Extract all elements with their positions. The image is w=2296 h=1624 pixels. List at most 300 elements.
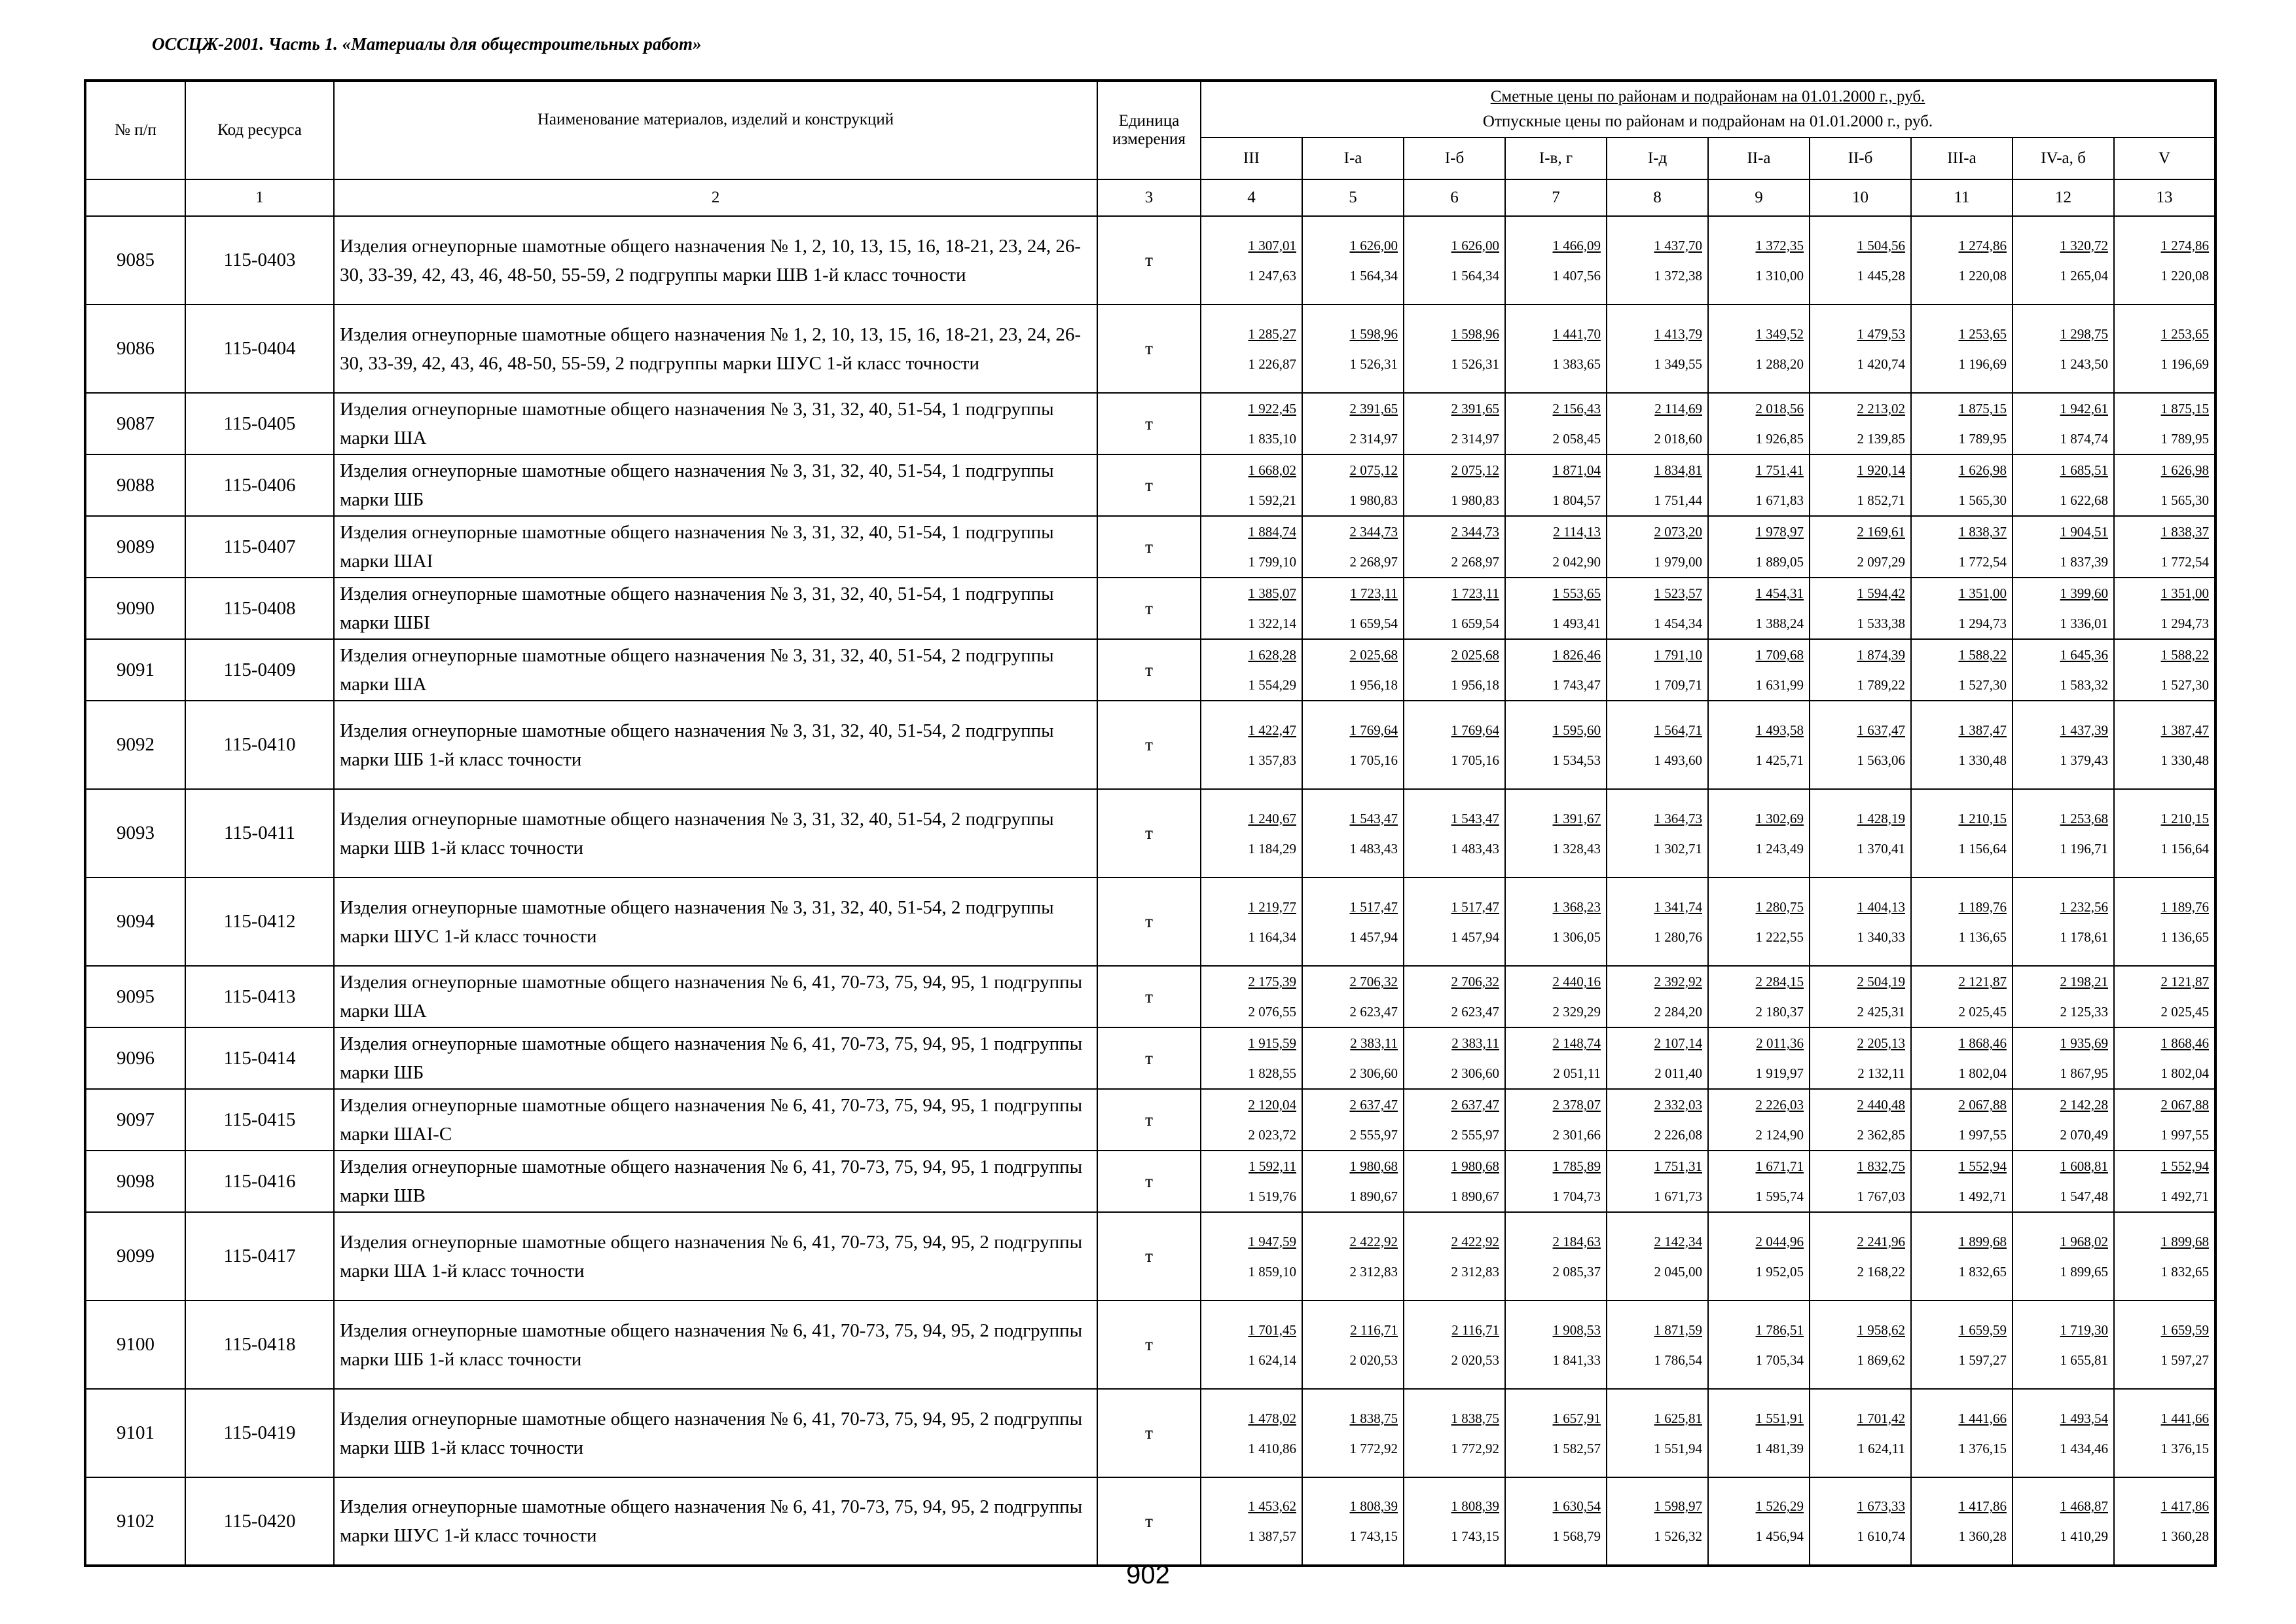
- price-cell: [1404, 1212, 1505, 1301]
- unit-of-measure: т: [1097, 393, 1201, 454]
- release-price: 2 076,55: [1248, 1004, 1296, 1020]
- release-price: 1 243,49: [1755, 840, 1804, 857]
- estimate-price: 1 808,39: [1349, 1498, 1398, 1514]
- estimate-price: 1 875,15: [1958, 401, 2007, 416]
- release-price: 1 425,71: [1755, 752, 1804, 768]
- estimate-price: 1 466,09: [1552, 237, 1601, 253]
- price-cell: [1810, 393, 1911, 454]
- material-name: Изделия огнеупорные шамотные общего назначения № 6, 41, 70-73, 75, 94, 95, 1 подгруппы марки ШАI-С: [334, 1089, 1097, 1151]
- release-price: 1 178,61: [2060, 929, 2108, 945]
- release-price: 1 492,71: [2160, 1189, 2210, 1204]
- price-cell: [1302, 877, 1404, 966]
- region-header: I-в, г: [1505, 138, 1607, 179]
- estimate-price: 1 786,51: [1755, 1321, 1804, 1338]
- estimate-price: 1 709,68: [1755, 647, 1804, 663]
- row-number: 9090: [85, 578, 185, 639]
- release-price: 2 623,47: [1349, 1004, 1398, 1020]
- estimate-price: 1 517,47: [1349, 898, 1398, 915]
- price-cell: [1607, 1389, 1708, 1477]
- release-price: 2 025,45: [2160, 1004, 2210, 1020]
- release-price: 1 804,57: [1552, 492, 1601, 508]
- resource-code: 115-0406: [185, 454, 334, 516]
- row-number: 9086: [85, 304, 185, 393]
- material-name: Изделия огнеупорные шамотные общего назначения № 6, 41, 70-73, 75, 94, 95, 2 подгруппы марки ШУС 1-й класс точности: [334, 1477, 1097, 1566]
- estimate-price: 1 588,22: [2160, 647, 2210, 663]
- release-price: 1 328,43: [1552, 840, 1601, 857]
- estimate-price: 2 142,28: [2060, 1097, 2108, 1113]
- release-price: 1 407,56: [1552, 267, 1601, 284]
- estimate-price: 1 588,22: [1958, 647, 2007, 663]
- release-price: 1 349,55: [1654, 356, 1702, 372]
- release-price: 2 125,33: [2060, 1004, 2108, 1020]
- price-cell: [2114, 966, 2215, 1027]
- col-header-code: Код ресурса: [185, 81, 334, 179]
- estimate-price: 1 668,02: [1248, 462, 1296, 478]
- unit-of-measure: т: [1097, 216, 1201, 304]
- release-price: 1 997,55: [1958, 1127, 2007, 1143]
- material-name: Изделия огнеупорные шамотные общего назначения № 3, 31, 32, 40, 51-54, 1 подгруппы марки ШБ: [334, 454, 1097, 516]
- price-cell: [1302, 701, 1404, 789]
- release-price: 2 180,37: [1755, 1004, 1804, 1020]
- price-cell: [1708, 1089, 1810, 1151]
- release-price: 1 837,39: [2060, 554, 2108, 570]
- estimate-price: 1 302,69: [1755, 810, 1804, 826]
- estimate-price: 2 205,13: [1857, 1035, 1905, 1051]
- price-cell: [1201, 877, 1302, 966]
- estimate-price: 1 871,04: [1552, 462, 1601, 478]
- price-cell: [1810, 1027, 1911, 1089]
- estimate-price: 1 659,59: [1958, 1321, 2007, 1338]
- unit-of-measure: т: [1097, 1027, 1201, 1089]
- estimate-price: 1 564,71: [1654, 722, 1702, 738]
- release-price: 1 980,83: [1349, 492, 1398, 508]
- release-price: 1 597,27: [2160, 1352, 2210, 1368]
- page-number: 902: [1126, 1560, 1170, 1589]
- estimate-price: 1 592,11: [1248, 1158, 1296, 1174]
- release-price: 2 018,60: [1654, 431, 1702, 447]
- estimate-price: 2 637,47: [1451, 1097, 1499, 1113]
- release-price: 1 372,38: [1654, 267, 1702, 284]
- estimate-price: 1 404,13: [1857, 898, 1905, 915]
- estimate-price: 1 626,98: [2160, 462, 2210, 478]
- estimate-price: 1 351,00: [2160, 585, 2210, 601]
- region-header: I-д: [1607, 138, 1708, 179]
- price-cell: [1607, 789, 1708, 877]
- price-cell: [1810, 877, 1911, 966]
- estimate-price: 1 935,69: [2060, 1035, 2108, 1051]
- release-price: 1 310,00: [1755, 267, 1804, 284]
- column-number: 13: [2114, 179, 2215, 216]
- release-price: 2 306,60: [1451, 1065, 1499, 1081]
- estimate-price: 1 232,56: [2060, 898, 2108, 915]
- price-cell: [1201, 578, 1302, 639]
- resource-code: 115-0416: [185, 1151, 334, 1212]
- estimate-price: 1 280,75: [1755, 898, 1804, 915]
- price-cell: [1302, 1027, 1404, 1089]
- unit-of-measure: т: [1097, 877, 1201, 966]
- release-price: 2 268,97: [1349, 554, 1398, 570]
- price-cell: [1505, 1301, 1607, 1389]
- price-cell: [2114, 304, 2215, 393]
- price-table: [84, 79, 2217, 1567]
- estimate-price: 2 440,16: [1552, 974, 1601, 989]
- price-cell: [1911, 216, 2013, 304]
- release-price: 1 828,55: [1248, 1065, 1296, 1081]
- price-cell: [1911, 966, 2013, 1027]
- release-price: 1 835,10: [1248, 431, 1296, 447]
- price-cell: [1708, 216, 1810, 304]
- price-cell: [1607, 1477, 1708, 1566]
- estimate-price: 1 598,97: [1654, 1498, 1702, 1514]
- price-cell: [2013, 393, 2114, 454]
- estimate-price: 1 659,59: [2160, 1321, 2210, 1338]
- estimate-price: 1 920,14: [1857, 462, 1905, 478]
- estimate-price: 2 344,73: [1451, 524, 1499, 540]
- release-price: 2 362,85: [1857, 1127, 1905, 1143]
- release-price: 1 979,00: [1654, 554, 1702, 570]
- price-cell: [1911, 1212, 2013, 1301]
- column-number: 10: [1810, 179, 1911, 216]
- row-number: 9100: [85, 1301, 185, 1389]
- price-cell: [1911, 393, 2013, 454]
- price-cell: [1708, 1212, 1810, 1301]
- release-price: 2 045,00: [1654, 1263, 1702, 1280]
- estimate-price: 1 915,59: [1248, 1035, 1296, 1051]
- release-price: 1 956,18: [1349, 677, 1398, 693]
- table-row: [85, 877, 2215, 966]
- column-number: 7: [1505, 179, 1607, 216]
- estimate-price: 1 387,47: [1958, 722, 2007, 738]
- release-price: 2 314,97: [1349, 431, 1398, 447]
- release-price: 2 284,20: [1654, 1004, 1702, 1020]
- price-cell: [2114, 216, 2215, 304]
- price-cell: [1607, 1212, 1708, 1301]
- release-price: 1 624,11: [1857, 1440, 1905, 1456]
- price-cell: [1708, 1477, 1810, 1566]
- estimate-price: 1 838,75: [1349, 1410, 1398, 1426]
- estimate-price: 1 493,54: [2060, 1410, 2108, 1426]
- resource-code: 115-0412: [185, 877, 334, 966]
- price-cell: [2013, 639, 2114, 701]
- release-price: 2 011,40: [1654, 1065, 1702, 1081]
- release-price: 1 483,43: [1451, 840, 1499, 857]
- price-cell: [1708, 639, 1810, 701]
- price-cell: [1911, 1389, 2013, 1477]
- release-price: 1 841,33: [1552, 1352, 1601, 1368]
- unit-of-measure: т: [1097, 304, 1201, 393]
- region-header: IV-а, б: [2013, 138, 2114, 179]
- table-row: [85, 701, 2215, 789]
- price-cell: [2114, 1151, 2215, 1212]
- release-price: 1 592,21: [1248, 492, 1296, 508]
- estimate-price: 2 706,32: [1349, 974, 1398, 989]
- price-cell: [1201, 1027, 1302, 1089]
- column-number: 9: [1708, 179, 1810, 216]
- price-cell: [1505, 578, 1607, 639]
- estimate-price: 1 657,91: [1552, 1410, 1601, 1426]
- estimate-price: 1 441,70: [1552, 325, 1601, 342]
- price-cell: [1708, 701, 1810, 789]
- price-cell: [2013, 1477, 2114, 1566]
- price-cell: [1708, 1027, 1810, 1089]
- release-price: 1 534,53: [1552, 752, 1601, 768]
- estimate-price: 2 241,96: [1857, 1233, 1905, 1249]
- row-number: 9093: [85, 789, 185, 877]
- release-price: 1 869,62: [1857, 1352, 1905, 1368]
- material-name: Изделия огнеупорные шамотные общего назначения № 6, 41, 70-73, 75, 94, 95, 2 подгруппы марки ШВ 1-й класс точности: [334, 1389, 1097, 1477]
- column-number: 2: [334, 179, 1097, 216]
- price-cell: [2114, 393, 2215, 454]
- release-price: 1 772,92: [1349, 1440, 1398, 1456]
- price-cell: [1302, 454, 1404, 516]
- price-cell: [1201, 701, 1302, 789]
- release-price: 1 330,48: [2160, 752, 2210, 768]
- resource-code: 115-0417: [185, 1212, 334, 1301]
- price-cell: [1404, 454, 1505, 516]
- estimate-price: 1 219,77: [1248, 898, 1296, 915]
- price-cell: [1607, 1151, 1708, 1212]
- resource-code: 115-0419: [185, 1389, 334, 1477]
- price-cell: [2013, 1301, 2114, 1389]
- estimate-price: 1 413,79: [1654, 325, 1702, 342]
- price-cell: [1911, 1301, 2013, 1389]
- estimate-price: 2 175,39: [1248, 974, 1296, 989]
- price-cell: [1505, 304, 1607, 393]
- price-cell: [1404, 1027, 1505, 1089]
- price-cell: [1302, 1089, 1404, 1151]
- release-price: 1 220,08: [1958, 267, 2007, 284]
- release-price: 1 410,86: [1248, 1440, 1296, 1456]
- price-cell: [1708, 578, 1810, 639]
- row-number: 9091: [85, 639, 185, 701]
- estimate-price: 1 504,56: [1857, 237, 1905, 253]
- price-cell: [2114, 1212, 2215, 1301]
- estimate-price: 2 422,92: [1349, 1233, 1398, 1249]
- estimate-price: 2 075,12: [1451, 462, 1499, 478]
- table-row: [85, 454, 2215, 516]
- price-cell: [1404, 393, 1505, 454]
- release-price: 1 457,94: [1451, 929, 1499, 945]
- release-price: 1 551,94: [1654, 1440, 1702, 1456]
- price-cell: [1404, 877, 1505, 966]
- material-name: Изделия огнеупорные шамотные общего назначения № 1, 2, 10, 13, 15, 16, 18-21, 23, 24, 26-30, 33-39, 42, 43, 46, 48-50, 55-59, 2 подгруппы марки ШВ 1-й класс точности: [334, 216, 1097, 304]
- estimate-price: 2 120,04: [1248, 1097, 1296, 1113]
- price-cell: [2114, 578, 2215, 639]
- release-price: 1 481,39: [1755, 1440, 1804, 1456]
- release-price: 1 890,67: [1349, 1189, 1398, 1204]
- price-cell: [1404, 701, 1505, 789]
- price-cell: [1607, 304, 1708, 393]
- estimate-price: 2 706,32: [1451, 974, 1499, 989]
- price-cell: [1404, 578, 1505, 639]
- release-price: 1 859,10: [1248, 1263, 1296, 1280]
- release-price: 1 136,65: [2160, 929, 2210, 945]
- material-name: Изделия огнеупорные шамотные общего назначения № 3, 31, 32, 40, 51-54, 1 подгруппы марки ША: [334, 393, 1097, 454]
- price-cell: [1404, 789, 1505, 877]
- estimate-price: 1 417,86: [2160, 1498, 2210, 1514]
- price-cell: [1505, 1027, 1607, 1089]
- release-price: 1 705,16: [1349, 752, 1398, 768]
- estimate-price: 1 493,58: [1755, 722, 1804, 738]
- release-price: 1 136,65: [1958, 929, 2007, 945]
- release-price: 2 132,11: [1857, 1065, 1905, 1081]
- price-cell: [1911, 789, 2013, 877]
- price-cell: [1505, 789, 1607, 877]
- release-price: 1 583,32: [2060, 677, 2108, 693]
- price-cell: [1708, 304, 1810, 393]
- release-price: 1 743,15: [1451, 1528, 1499, 1544]
- table-row: [85, 1027, 2215, 1089]
- release-price: 1 294,73: [1958, 616, 2007, 631]
- estimate-price: 1 628,28: [1248, 647, 1296, 663]
- unit-of-measure: т: [1097, 1212, 1201, 1301]
- price-cell: [1404, 1301, 1505, 1389]
- release-price: 1 751,44: [1654, 492, 1702, 508]
- resource-code: 115-0415: [185, 1089, 334, 1151]
- price-cell: [1708, 877, 1810, 966]
- price-cell: [1607, 393, 1708, 454]
- estimate-price: 1 385,07: [1248, 585, 1296, 601]
- estimate-price: 1 368,23: [1552, 898, 1601, 915]
- estimate-price: 1 980,68: [1451, 1158, 1499, 1174]
- estimate-price: 1 552,94: [1958, 1158, 2007, 1174]
- price-cell: [2013, 516, 2114, 578]
- release-price: 2 301,66: [1552, 1127, 1601, 1143]
- release-price: 2 139,85: [1857, 431, 1905, 447]
- estimate-price: 1 523,57: [1654, 585, 1702, 601]
- estimate-price: 2 156,43: [1552, 401, 1601, 416]
- estimate-price: 2 383,11: [1451, 1035, 1499, 1051]
- release-price: 1 226,87: [1248, 356, 1296, 372]
- release-price: 1 563,06: [1857, 752, 1905, 768]
- release-price: 1 526,31: [1451, 356, 1499, 372]
- estimate-price: 1 608,81: [2060, 1158, 2108, 1174]
- estimate-price: 1 437,70: [1654, 237, 1702, 253]
- price-cell: [2114, 516, 2215, 578]
- price-cell: [2114, 789, 2215, 877]
- resource-code: 115-0414: [185, 1027, 334, 1089]
- estimate-price: 1 701,42: [1857, 1410, 1905, 1426]
- release-price: 1 357,83: [1248, 752, 1296, 768]
- row-number: 9085: [85, 216, 185, 304]
- release-price: 1 772,54: [1958, 554, 2007, 570]
- release-price: 1 899,65: [2060, 1263, 2108, 1280]
- release-price: 1 852,71: [1857, 492, 1905, 508]
- price-cell: [1708, 454, 1810, 516]
- estimate-price: 1 701,45: [1248, 1321, 1296, 1338]
- estimate-price: 1 437,39: [2060, 722, 2108, 738]
- release-price: 1 388,24: [1755, 616, 1804, 631]
- price-cell: [1607, 701, 1708, 789]
- estimate-price: 1 351,00: [1958, 585, 2007, 601]
- price-cell: [2013, 1151, 2114, 1212]
- estimate-price: 2 213,02: [1857, 401, 1905, 416]
- estimate-price: 1 625,81: [1654, 1410, 1702, 1426]
- release-price: 1 360,28: [1958, 1528, 2007, 1544]
- price-cell: [1201, 454, 1302, 516]
- column-number: 4: [1201, 179, 1302, 216]
- price-cell: [1302, 1389, 1404, 1477]
- estimate-price: 1 838,37: [2160, 524, 2210, 540]
- price-cell: [1505, 1477, 1607, 1566]
- price-cell: [1201, 304, 1302, 393]
- release-price: 1 564,34: [1349, 267, 1398, 284]
- price-cell: [1810, 216, 1911, 304]
- estimate-price: 2 107,14: [1654, 1035, 1702, 1051]
- release-price: 1 454,34: [1654, 616, 1702, 631]
- estimate-price: 2 392,92: [1654, 974, 1702, 989]
- estimate-price: 1 285,27: [1248, 325, 1296, 342]
- column-number: 5: [1302, 179, 1404, 216]
- estimate-price: 1 751,31: [1654, 1158, 1702, 1174]
- release-price: 1 997,55: [2160, 1127, 2210, 1143]
- row-number: 9088: [85, 454, 185, 516]
- estimate-price: 1 551,91: [1755, 1410, 1804, 1426]
- release-price: 1 526,31: [1349, 356, 1398, 372]
- price-cell: [1810, 701, 1911, 789]
- estimate-price: 1 364,73: [1654, 810, 1702, 826]
- estimate-price: 1 723,11: [1350, 585, 1398, 601]
- price-cell: [1911, 701, 2013, 789]
- estimate-price: 1 478,02: [1248, 1410, 1296, 1426]
- release-price: 1 597,27: [1958, 1352, 2007, 1368]
- release-price: 1 671,73: [1654, 1189, 1702, 1204]
- price-cell: [1302, 1151, 1404, 1212]
- estimate-prices-title: Сметные цены по районам и подрайонам на 01.01.2000 г., руб.: [1490, 88, 1925, 105]
- estimate-price: 2 391,65: [1349, 401, 1398, 416]
- estimate-price: 2 344,73: [1349, 524, 1398, 540]
- estimate-price: 1 868,46: [1958, 1035, 2007, 1051]
- release-price: 1 705,34: [1755, 1352, 1804, 1368]
- region-header: V: [2114, 138, 2215, 179]
- release-price: 2 020,53: [1451, 1352, 1499, 1368]
- price-cell: [2013, 789, 2114, 877]
- estimate-price: 2 075,12: [1349, 462, 1398, 478]
- release-price: 2 306,60: [1349, 1065, 1398, 1081]
- estimate-price: 1 399,60: [2060, 585, 2108, 601]
- estimate-price: 1 387,47: [2160, 722, 2210, 738]
- estimate-price: 2 116,71: [1350, 1321, 1398, 1338]
- resource-code: 115-0409: [185, 639, 334, 701]
- release-price: 1 533,38: [1857, 616, 1905, 631]
- estimate-price: 1 980,68: [1349, 1158, 1398, 1174]
- release-price: 1 410,29: [2060, 1528, 2108, 1544]
- price-cell: [1201, 789, 1302, 877]
- unit-of-measure: т: [1097, 454, 1201, 516]
- release-price: 1 610,74: [1857, 1528, 1905, 1544]
- resource-code: 115-0413: [185, 966, 334, 1027]
- col-header-id: № п/п: [85, 81, 185, 179]
- estimate-price: 1 968,02: [2060, 1233, 2108, 1249]
- release-price: 1 655,81: [2060, 1352, 2108, 1368]
- estimate-price: 1 673,33: [1857, 1498, 1905, 1514]
- price-cell: [1505, 216, 1607, 304]
- release-price: 1 379,43: [2060, 752, 2108, 768]
- estimate-price: 1 832,75: [1857, 1158, 1905, 1174]
- unit-of-measure: т: [1097, 966, 1201, 1027]
- price-cell: [1607, 639, 1708, 701]
- price-cell: [2013, 1027, 2114, 1089]
- price-cell: [1505, 1389, 1607, 1477]
- table-row: [85, 216, 2215, 304]
- price-cell: [1911, 1151, 2013, 1212]
- estimate-price: 2 025,68: [1451, 647, 1499, 663]
- estimate-price: 1 626,00: [1349, 237, 1398, 253]
- price-cell: [1810, 966, 1911, 1027]
- estimate-price: 1 307,01: [1248, 237, 1296, 253]
- price-cell: [1810, 1389, 1911, 1477]
- region-header: II-б: [1810, 138, 1911, 179]
